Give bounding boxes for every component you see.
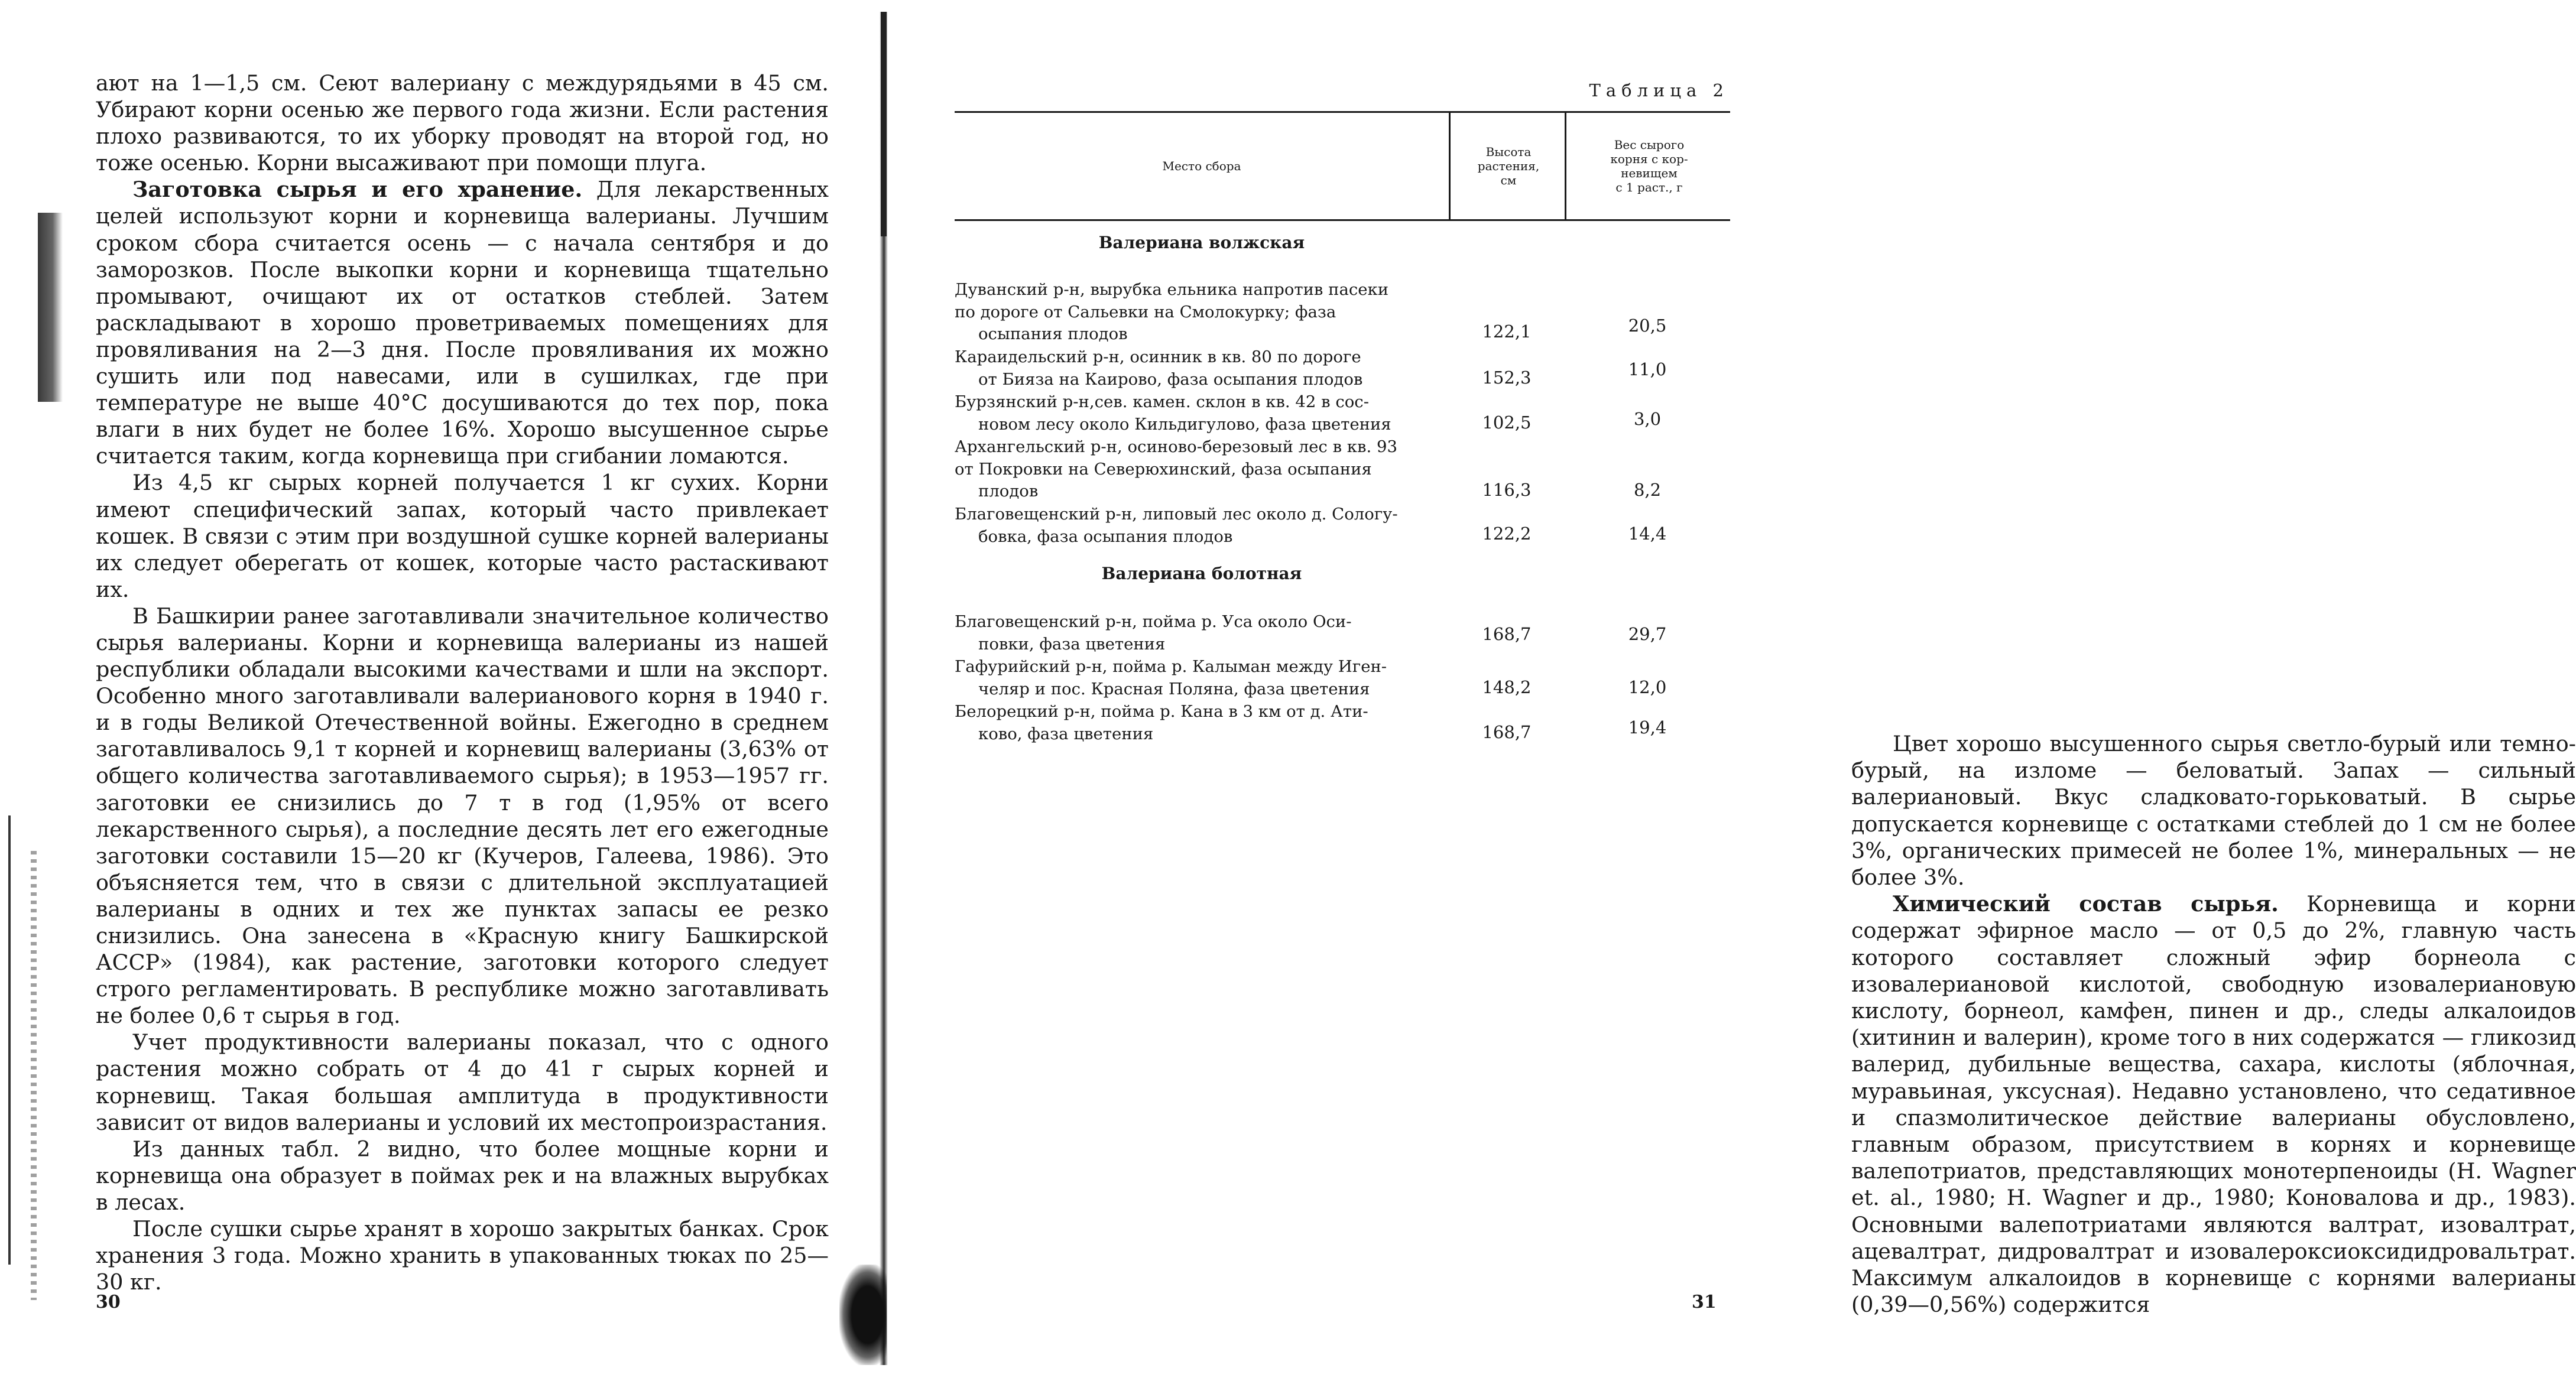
- right-page-text: [1851, 730, 2576, 1318]
- place-line: от Бияза на Каирово, фаза осыпания плодов: [978, 369, 1363, 389]
- header-weight-line: корня с кор-: [1610, 152, 1688, 166]
- place-line: осыпания плодов: [978, 324, 1128, 343]
- row-weight: 12,0: [1628, 677, 1667, 697]
- row-height: 122,1: [1482, 321, 1532, 342]
- paragraph-text: Корневища и корни содержат эфирное масло — от 0,5 до 2%, главную часть которого составляет сложный эфир борнеола с изовалериановой кислотой, свободную изовалериановую кислоту, борнеол, камфен, пинен и др., следы алкалоидов (хитинин и валерин), кроме того в них содержатся — гликозид валерид, дубильные вещества, сахара, кислоты (яблочная, муравьиная, уксусная). Недавно установлено, что седативное и спазмолитическое действие валерианы обусловлено, главным образом, присутствием в корнях и корневище валепотриатов, представляющих монотерпеноиды (H. Wagner et. al., 1980; H. Wagner и др., 1980; Коновалова и др., 1983). Основными валепотриатами являются валтрат, изовалтрат, ацевалтрат, дидровалтрат и изовалероксиоксидидровальтрат. Максимум алкалоидов в корневище с корнями валерианы (0,39—0,56%) содержится: [1851, 891, 2576, 1318]
- place-line: ково, фаза цветения: [978, 724, 1154, 743]
- row-weight: 8,2: [1633, 480, 1662, 500]
- row-height: 116,3: [1482, 480, 1532, 500]
- row-place: [955, 503, 1439, 548]
- header-weight: [1565, 113, 1732, 219]
- paragraph-text: ают на 1—1,5 см. Сеют валериану с междурядьями в 45 см. Убирают корни осенью же первого года жизни. Если растения плохо развиваются, то их уборку проводят на второй год, но тоже осенью. Корни высаживают при помощи плуга.: [96, 70, 829, 176]
- row-weight: 14,4: [1628, 524, 1667, 544]
- header-weight-line: с 1 раст., г: [1615, 180, 1683, 194]
- paragraph-6: [96, 1136, 829, 1216]
- row-height: 148,2: [1482, 677, 1532, 697]
- paragraph-8: [1851, 730, 2576, 891]
- row-weight: 11,0: [1628, 359, 1667, 379]
- section-title-volga: Валериана волжская: [1098, 233, 1305, 252]
- place-line: Гафурийский р-н, пойма р. Калыман между Иген-: [955, 657, 1387, 676]
- row-place: [955, 611, 1439, 655]
- place-line: Архангельский р-н, осиново-березовый лес в кв. 93: [955, 437, 1397, 456]
- left-page-text: [96, 70, 829, 1295]
- row-place: [955, 436, 1439, 503]
- row-place: [955, 656, 1439, 700]
- paragraph-lead: Химический состав сырья.: [1893, 891, 2279, 917]
- section-title-marsh: Валериана болотная: [1101, 564, 1302, 583]
- header-place-label: Место сбора: [1162, 159, 1241, 173]
- paragraph-text: Учет продуктивности валерианы показал, что с одного растения можно собрать от 4 до 41 г сырых корней и корневищ. Такая большая амплитуда в продуктивности зависит от видов валерианы и условий их местопроизрастания.: [96, 1029, 829, 1135]
- place-line: челяр и пос. Красная Поляна, фаза цветения: [978, 679, 1370, 698]
- header-height-line: см: [1500, 173, 1517, 187]
- paragraph-7: [96, 1216, 829, 1295]
- place-line: по дороге от Сальевки на Смолокурку; фаза: [955, 302, 1336, 321]
- header-place: [955, 113, 1449, 219]
- paragraph-text: Из данных табл. 2 видно, что более мощные корни и корневища она образует в поймах рек и на влажных вырубках в лесах.: [96, 1136, 829, 1215]
- header-weight-line: Вес сырого: [1614, 138, 1685, 152]
- right-page: [884, 0, 2576, 1381]
- place-line: Караидельский р-н, осинник в кв. 80 по дороге: [955, 347, 1361, 366]
- paragraph-text: Для лекарственных целей используют корни и корневища валерианы. Лучшим сроком сбора считается осень — с начала сентября и до заморозков. После выкопки корни и корневища тщательно промывают, очищают их от остатков стеблей. Затем раскладывают в хорошо проветриваемых помещениях для провяливания на 2—3 дня. После провяливания их можно сушить или под навесами, или в сушилках, где при температуре не выше 40°С досушиваются до тех пор, пока влаги в них будет не более 16%. Хорошо высушенное сырье считается таким, когда корневища при сгибании ломаются.: [96, 177, 829, 469]
- header-height-line: Высота: [1485, 145, 1532, 159]
- paragraph-2: [96, 176, 829, 469]
- header-height-line: растения,: [1477, 159, 1540, 173]
- row-place: [955, 391, 1439, 436]
- place-line: плодов: [978, 482, 1039, 501]
- place-line: повки, фаза цветения: [978, 634, 1166, 654]
- place-line: Дуванский р-н, вырубка ельника напротив пасеки: [955, 280, 1389, 299]
- row-weight: 19,4: [1628, 717, 1667, 737]
- paragraph-9: [1851, 891, 2576, 1318]
- place-line: Благовещенский р-н, липовый лес около д. Сологу-: [955, 505, 1398, 524]
- left-page: [0, 0, 884, 1381]
- row-height: 122,2: [1482, 524, 1532, 544]
- row-height: 102,5: [1482, 412, 1532, 433]
- row-weight: 3,0: [1633, 409, 1662, 429]
- header-height: [1449, 113, 1566, 219]
- place-line: от Покровки на Северюхинский, фаза осыпания: [955, 459, 1372, 479]
- place-line: Благовещенский р-н, пойма р. Уса около Оси-: [955, 612, 1352, 631]
- row-place: [955, 701, 1439, 745]
- table-header-rule: [955, 219, 1730, 221]
- place-line: Бурзянский р-н,сев. камен. склон в кв. 42 в сос-: [955, 392, 1369, 411]
- row-place: [955, 346, 1439, 391]
- paragraph-text: После сушки сырье хранят в хорошо закрытых банках. Срок хранения 3 года. Можно хранить в упакованных тюках по 25—30 кг.: [96, 1216, 829, 1295]
- place-line: новом лесу около Кильдигулово, фаза цветения: [978, 414, 1391, 434]
- table-caption: Таблица 2: [1589, 80, 1729, 100]
- paragraph-3: [96, 469, 829, 602]
- row-height: 168,7: [1482, 722, 1532, 742]
- row-weight: 29,7: [1628, 624, 1667, 644]
- place-line: бовка, фаза осыпания плодов: [978, 527, 1233, 546]
- row-place: [955, 279, 1439, 346]
- paragraph-text: В Башкирии ранее заготавливали значительное количество сырья валерианы. Корни и корневища валерианы из нашей республики обладали высокими качествами и шли на экспорт. Особенно много заготавливали валерианового корня в 1940 г. и в годы Великой Отечественной войны. Ежегодно в среднем заготавливалось 9,1 т корней и корневищ валерианы (3,63% от общего количества заготавливаемого сырья); в 1953—1957 гг. заготовки ее снизились до 7 т в год (1,95% от всего лекарственного сырья), а последние десять лет его ежегодные заготовки составили 15—20 кг (Кучеров, Галеева, 1986). Это объясняется тем, что в связи с длительной эксплуатацией валерианы в одних и тех же пунктах запасы ее резко снизились. Она занесена в «Красную книгу Башкирской АССР» (1984), как растение, заготовки которого следует строго регламентировать. В республике можно заготавливать не более 0,6 т сырья в год.: [96, 603, 829, 1029]
- page-number-right: 31: [1692, 1292, 1717, 1312]
- data-table: [955, 111, 1730, 743]
- row-height: 168,7: [1482, 624, 1532, 644]
- page-number-left: 30: [96, 1292, 121, 1312]
- paragraph-5: [96, 1029, 829, 1135]
- paragraph-text: Из 4,5 кг сырых корней получается 1 кг сухих. Корни имеют специфический запах, который часто привлекает кошек. В связи с этим при воздушной сушке корней валерианы их следует оберегать от кошек, которые часто растаскивают их.: [96, 470, 829, 602]
- paragraph-1: [96, 70, 829, 176]
- paragraph-text: Цвет хорошо высушенного сырья светло-бурый или темно-бурый, на изломе — беловатый. Запах — сильный валериановый. Вкус сладковато-горьковатый. В сырье допускается корневище с остатками стеблей до 1 см не более 3%, органических примесей не более 1%, минеральных — не более 3%.: [1851, 731, 2576, 891]
- header-weight-line: невищем: [1621, 166, 1678, 180]
- paragraph-lead: Заготовка сырья и его хранение.: [132, 177, 583, 203]
- row-weight: 20,5: [1628, 316, 1667, 336]
- paragraph-4: [96, 603, 829, 1029]
- place-line: Белорецкий р-н, пойма р. Кана в 3 км от д. Ати-: [955, 702, 1368, 721]
- row-height: 152,3: [1482, 368, 1532, 388]
- table-header-row: [955, 113, 1730, 219]
